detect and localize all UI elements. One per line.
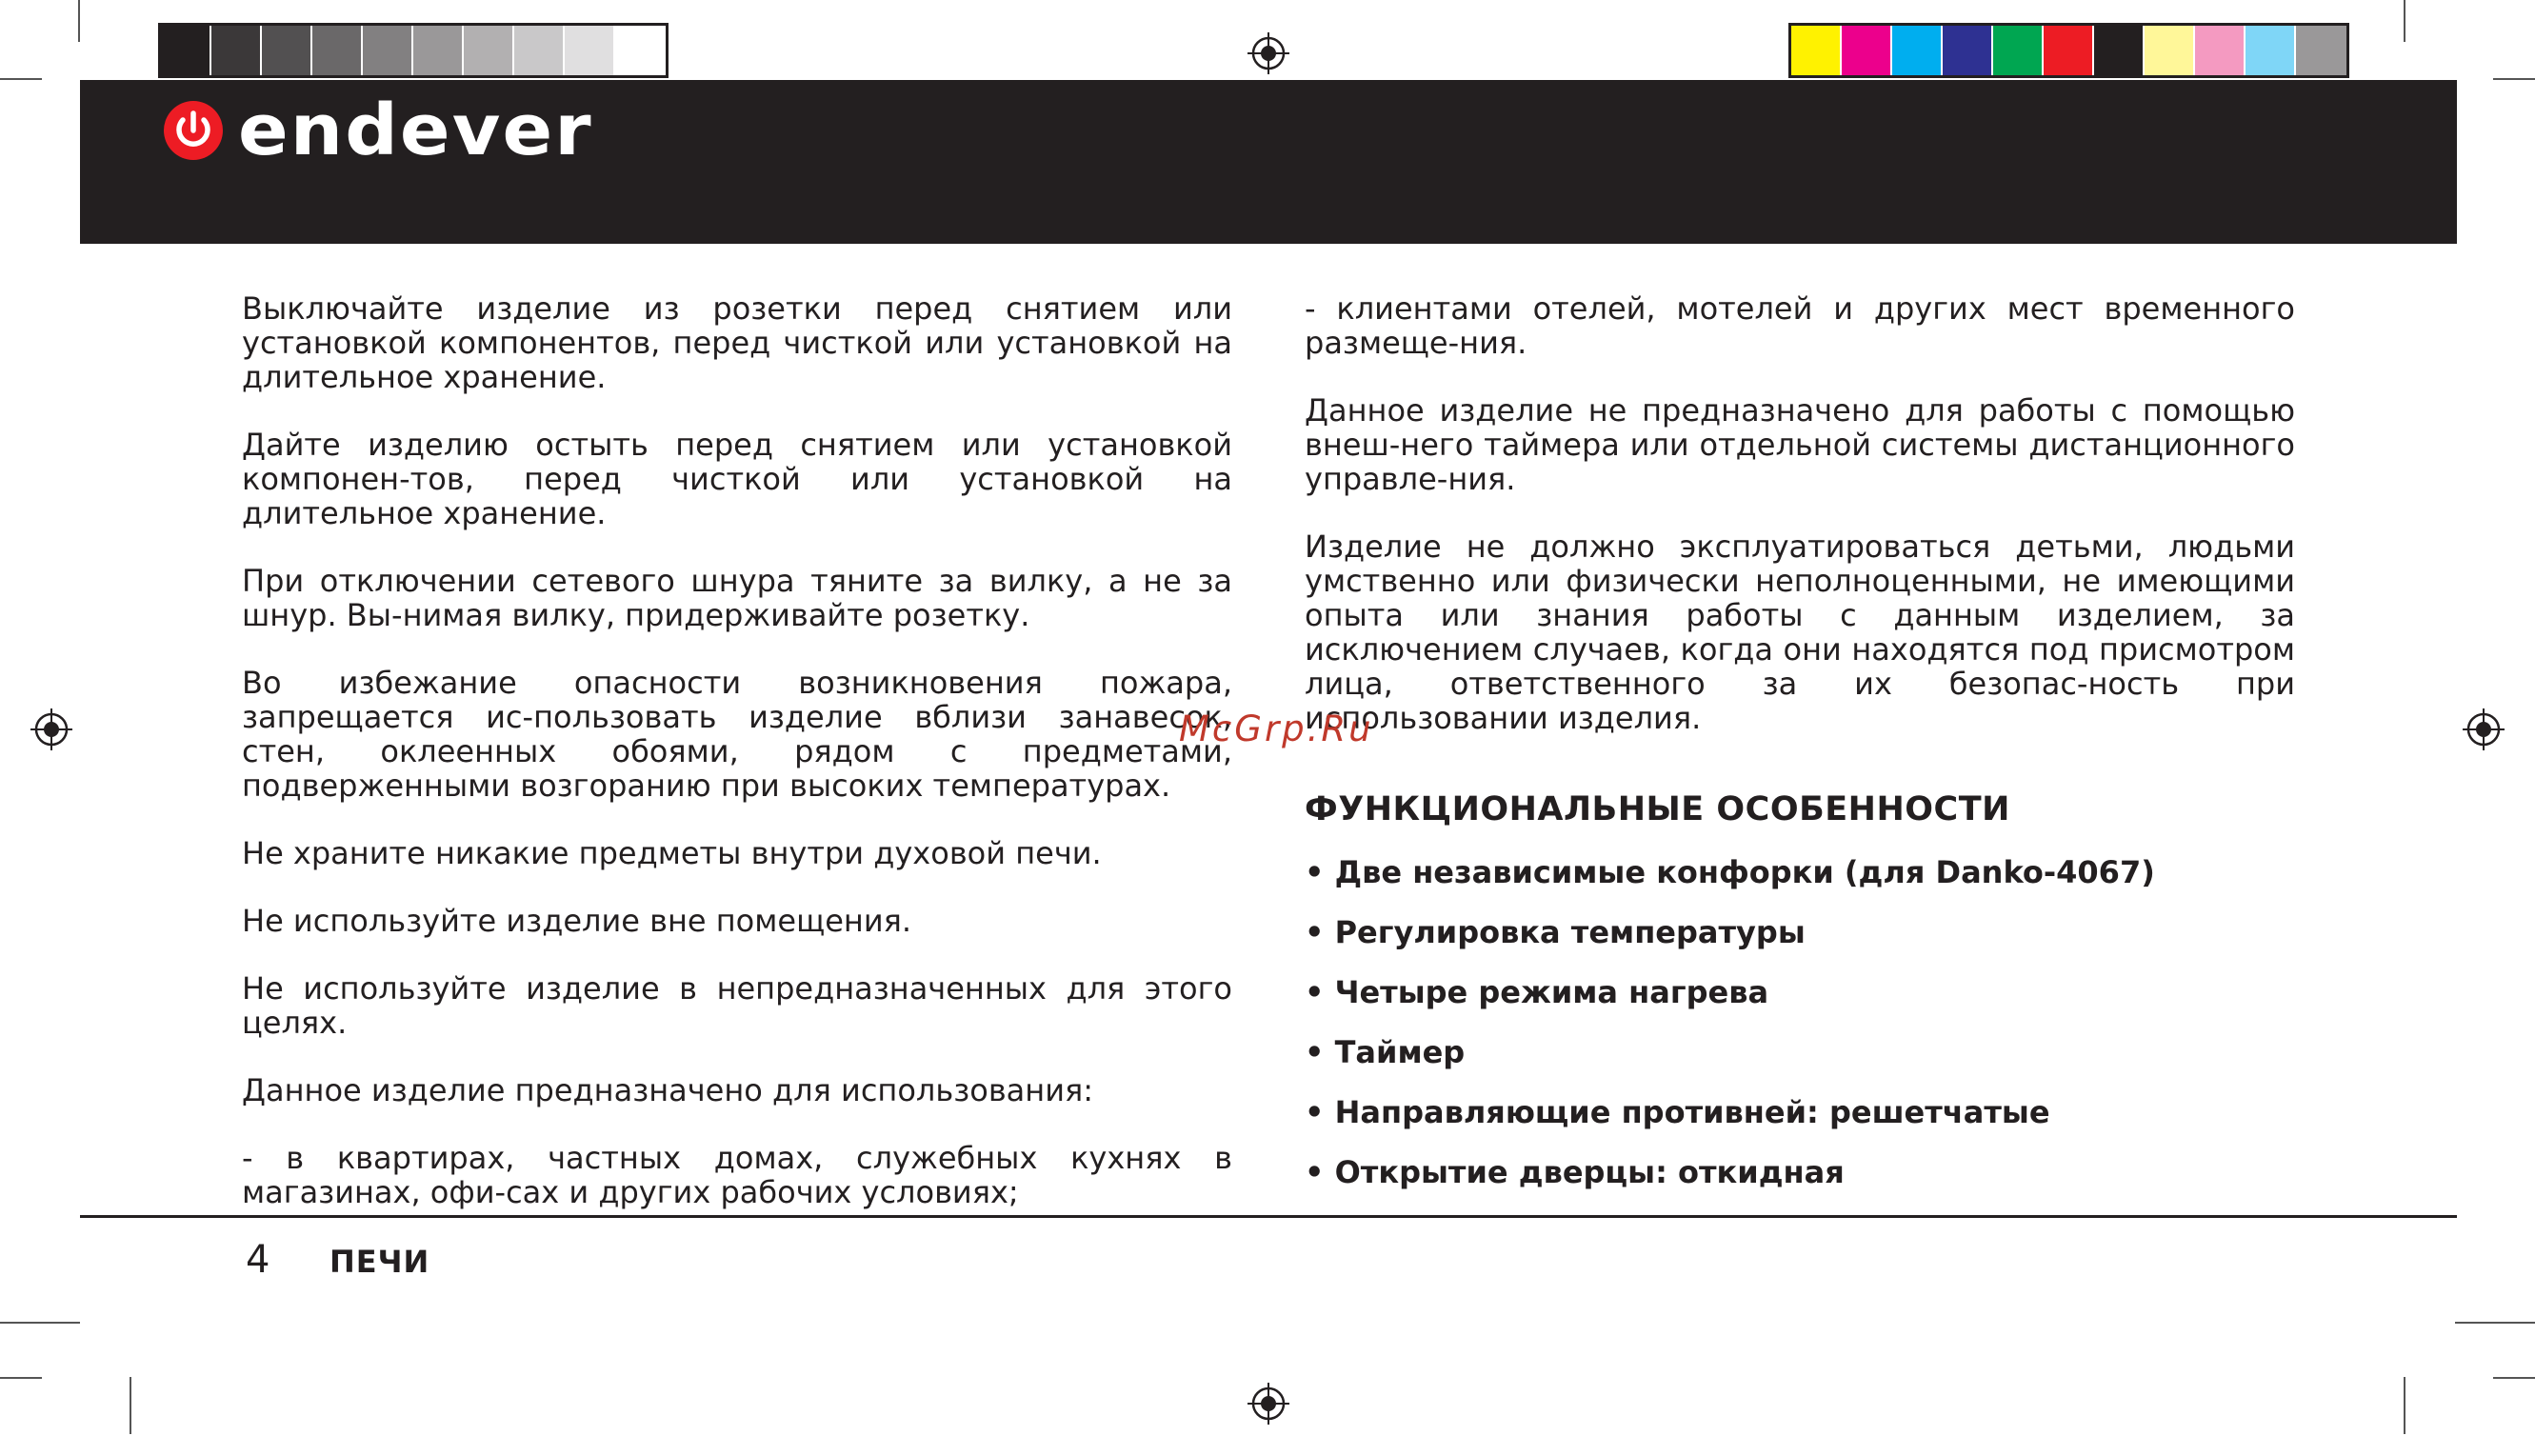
page-number: 4 (246, 1238, 270, 1282)
color-bar (1788, 23, 2349, 78)
paragraph: Выключайте изделие из розетки перед снятием или установкой компонентов, перед чисткой или установкой на длительное хранение. (242, 290, 1232, 395)
color-swatch (2145, 26, 2195, 75)
crop-mark (2493, 1377, 2535, 1379)
feature-item: • Открытие дверцы: откидная (1305, 1154, 1845, 1190)
left-text-column (242, 291, 1232, 1243)
color-swatch (363, 26, 413, 75)
brand-logo (162, 90, 593, 171)
crop-mark (78, 0, 80, 42)
registration-mark-icon (1248, 32, 1289, 74)
watermark: McGrp.Ru (1179, 708, 1374, 749)
paragraph: - в квартирах, частных домах, служебных кухнях в магазинах, офи-сах и других рабочих условиях; (242, 1140, 1232, 1210)
crop-mark (2404, 0, 2405, 42)
crop-mark (2455, 1322, 2535, 1324)
color-swatch (211, 26, 262, 75)
color-swatch (2296, 26, 2346, 75)
feature-item: • Четыре режима нагрева (1305, 974, 1769, 1010)
crop-mark (2404, 1377, 2405, 1434)
color-swatch (2195, 26, 2246, 75)
color-swatch (464, 26, 514, 75)
feature-item: • Две независимые конфорки (для Danko-4067) (1305, 854, 2155, 890)
right-text-column (1305, 291, 2295, 1215)
paragraph: Изделие не должно эксплуатироваться детьми, людьми умственно или физически неполноценными, не имеющими опыта или знания работы с данным изделием, за исключением случаев, когда они находятся под присмотром лица, ответственного за их безопас-ность при использовании изделия. (1305, 529, 2295, 736)
registration-mark-icon (30, 708, 72, 750)
section-heading: ФУНКЦИОНАЛЬНЫЕ ОСОБЕННОСТИ (1305, 790, 2010, 828)
crop-mark (130, 1377, 131, 1434)
feature-list (1305, 855, 2295, 1189)
color-swatch (312, 26, 363, 75)
paragraph: Дайте изделию остыть перед снятием или установкой компонен-тов, перед чисткой или установкой на длительное хранение. (242, 427, 1232, 531)
color-swatch (1993, 26, 2044, 75)
power-icon (162, 99, 225, 162)
color-swatch (1791, 26, 1842, 75)
color-swatch (2246, 26, 2296, 75)
crop-mark (0, 1322, 80, 1324)
paragraph: Данное изделие предназначено для использования: (242, 1072, 1094, 1108)
paragraph: Данное изделие не предназначено для работы с помощью внеш-него таймера или отдельной системы дистанционного управле-ния. (1305, 392, 2295, 497)
crop-mark (0, 1377, 42, 1379)
color-swatch (2094, 26, 2145, 75)
color-swatch (514, 26, 565, 75)
color-swatch (1943, 26, 1993, 75)
color-swatch (565, 26, 615, 75)
color-swatch (615, 26, 666, 75)
color-swatch (1842, 26, 1892, 75)
crop-mark (0, 78, 42, 80)
color-swatch (1892, 26, 1943, 75)
color-swatch (262, 26, 312, 75)
crop-mark (2493, 78, 2535, 80)
feature-item: • Таймер (1305, 1034, 1466, 1070)
grayscale-bar (158, 23, 669, 78)
feature-item: • Направляющие противней: решетчатые (1305, 1094, 2050, 1130)
color-swatch (413, 26, 464, 75)
paragraph: Во избежание опасности возникновения пожара, запрещается ис-пользовать изделие вблизи занавесок, стен, оклеенных обоями, рядом с предметами, подверженными возгоранию при высоких температурах. (242, 665, 1232, 804)
paragraph: При отключении сетевого шнура тяните за вилку, а не за шнур. Вы-нимая вилку, придерживайте розетку. (242, 563, 1232, 633)
section-label: ПЕЧИ (329, 1244, 430, 1280)
paragraph: Не используйте изделие в непредназначенных для этого целях. (242, 970, 1232, 1041)
brand-name: endever (238, 90, 593, 171)
footer-divider (80, 1215, 2457, 1218)
paragraph: Не используйте изделие вне помещения. (242, 903, 912, 939)
paragraph: - клиентами отелей, мотелей и других мест временного размеще-ния. (1305, 290, 2295, 361)
color-swatch (161, 26, 211, 75)
feature-item: • Регулировка температуры (1305, 914, 1806, 950)
paragraph: Не храните никакие предметы внутри духовой печи. (242, 835, 1102, 871)
color-swatch (2044, 26, 2094, 75)
registration-mark-icon (2463, 708, 2505, 750)
registration-mark-icon (1248, 1383, 1289, 1425)
